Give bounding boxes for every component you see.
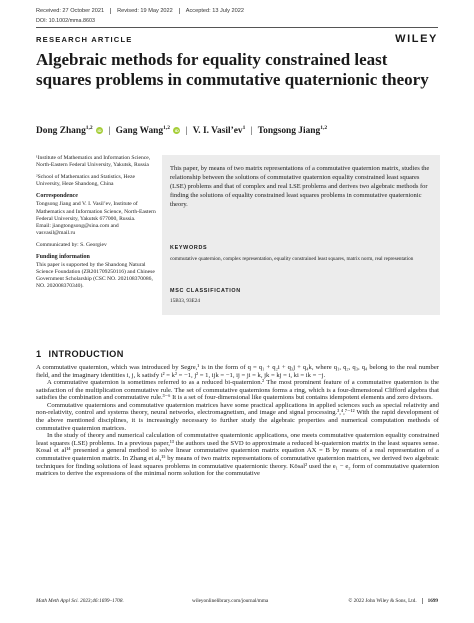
author-4[interactable]: Tongsong Jiang$^{1,2}$ (257, 125, 328, 137)
article-dates (36, 8, 250, 14)
affiliation-2: ²School of Mathematics and Statistics, Heze University, Heze Shandong, China (36, 174, 135, 188)
copyright: © 2022 John Wiley & Sons, Ltd. (348, 598, 417, 604)
section-heading (36, 349, 124, 359)
section-title: INTRODUCTION (48, 349, 124, 359)
keywords-heading: KEYWORDS (170, 245, 208, 251)
funding-text: This paper is supported by the Shandong Natural Science Foundation (ZR201709250116) and Chinese Government Scholarship (CSC NO. 202108370086, NO. 202008370340). (36, 262, 155, 290)
msc-codes: 15B33, 93E24 (170, 298, 200, 304)
author-3[interactable]: V. I. $Vasil’ev^1$ (192, 125, 246, 137)
section-number: 1 (36, 349, 42, 359)
funding-heading: Funding information (36, 254, 90, 261)
paragraph: A commutative quaternion, which was introduced by Segre,¹ is in the form of q = q₁ + q₂i + q₃j + q₄k, where q₁, q₂, q₃, q₄ belong to the real number field, and the imaginary identities i, j, k satisfy i² = k² = −1, j² = 1, ijk = −1, ij = ji = k, jk = kj = i, ki = ik = −j. (36, 364, 439, 379)
paragraph: In the study of theory and numerical calculation of commutative quaternionic applications, one meets commutative quaternion equality constrained least squares (LSE) problems. In a previous paper,¹³ the authors used the SVD to approximate a reduced bi-quaternion matrix in the least squares sense. Kosal et al¹⁴ presented a general method to solve linear commutative quaternion matrix equation AX = B by means of a real representation of a commutative quaternion matrix. In Zhang et al,¹⁵ by means of two matrix representations of commutative quaternion matrices, we derived two algebraic techniques for finding solutions of least squares problems in commutative quaternionic theory. Kösal² used the e₁ − e₂ form of commutative quaternion matrices to derive the expressions of the minimal norm solution for the commutative (36, 432, 439, 478)
article-info-column (36, 155, 158, 296)
revised-date: Revised: 19 May 2022 (110, 8, 179, 14)
correspondence-text: Tongsong Jiang and V. I. Vasil’ev, Institute of Mathematics and Information Science, North-Eastern Federal University, Yakutsk 677000, Russia. (36, 201, 156, 222)
orcid-icon[interactable]: iD (97, 128, 102, 134)
abstract-text: This paper, by means of two matrix representations of a commutative quaternion matrix, studies the relationship between the solutions of commutative quaternion equality constrained least squares (LSE) problems and that of complex and real LSE problems and derives two algebraic methods for finding the solutions of equality constrained least squares problems in commutative quaternionic theory. (170, 165, 430, 209)
communicated-by: Communicated by: S. Georgiev (36, 241, 107, 248)
affiliation-1: ¹Institute of Mathematics and Information Science, North-Eastern Federal University, Yakutsk, Russia (36, 155, 151, 169)
accepted-date: Accepted: 13 July 2022 (179, 8, 250, 14)
doi[interactable]: DOI: 10.1002/mma.8603 (36, 18, 96, 24)
journal-citation: Math Meth Appl Sci. 2023;46:1699–1708. (36, 598, 124, 604)
body-text (36, 364, 439, 478)
correspondence-email[interactable]: Email: jiangtongsong@sina.com and vasvasil@mail.ru (36, 222, 119, 236)
article-type: RESEARCH ARTICLE (36, 35, 133, 44)
paper-title: Algebraic methods for equality constrained least squares problems in commutative quaternionic theory (36, 50, 429, 89)
paragraph: A commutative quaternion is sometimes referred to as a reduced bi-quaternion.² The most prominent feature of a commutative quaternion is the satisfaction of the multiplication commutative rule. The set of commutative quaternions forms a ring, which is a four-dimensional Clifford algebra that satisfies the combination and commutative rule.³⁻⁶ It is a set of four-dimensional like quaternions but contains idempotent elements and zero divisors. (36, 379, 439, 402)
header-divider (36, 27, 438, 28)
author-1[interactable]: Dong Zhang$^{1,2}$ iD (36, 125, 102, 137)
publisher-logo: WILEY (395, 33, 438, 45)
orcid-icon[interactable]: iD (174, 128, 179, 134)
journal-url[interactable]: wileyonlinelibrary.com/journal/mma (192, 598, 269, 604)
msc-heading: MSC CLASSIFICATION (170, 288, 241, 294)
keywords-list: commutative quaternion, complex representation, equality constrained least squares, matrix norm, real representation (170, 256, 414, 262)
correspondence-heading: Correspondence (36, 193, 78, 200)
author-2[interactable]: Gang Wang$^{1,2}$ iD (115, 125, 179, 137)
received-date: Received: 27 October 2021 (36, 8, 105, 14)
author-list: Dong Zhang$^{1,2}$ iD | Gang Wang$^{1,2}$ iD | V. I. $Vasil’ev^1$ | Tongsong Jiang$^{1,2}$ (36, 125, 328, 137)
page-number: 1699 (422, 598, 438, 604)
paragraph: Commutative quaternions and commutative quaternion matrices have some practical applications in applied sciences such as special relativity and non-relativity, control and systems theory, neural networks, electromagnetism, and image and signal processing.³,⁴,⁷⁻¹² With the rapid development of the above mentioned disciplines, it is increasingly necessary to further study the algebraic properties and numerical computation methods of commutative quaternion matrices. (36, 401, 439, 432)
